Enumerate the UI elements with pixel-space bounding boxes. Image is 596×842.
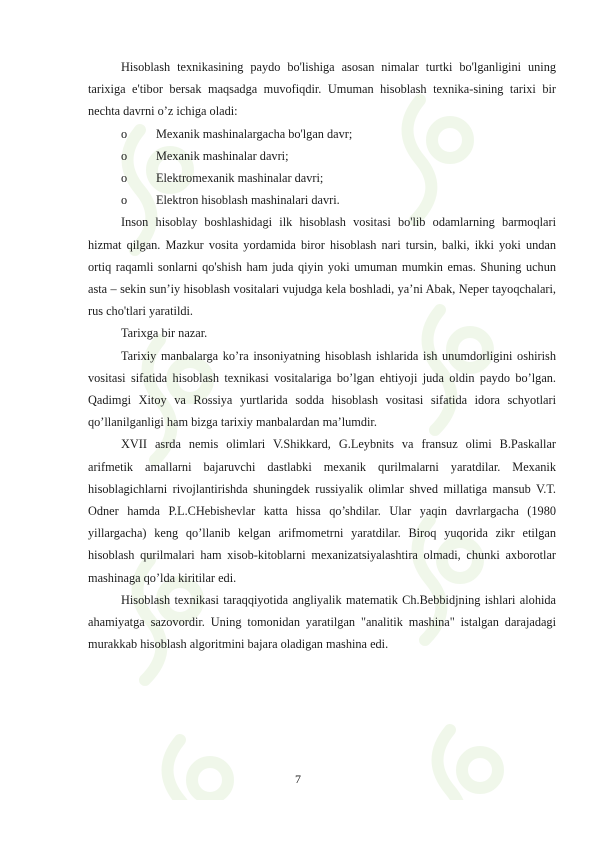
- list-item-text: Mexanik mashinalargacha bo'lgan davr;: [156, 126, 353, 141]
- paragraph-fingers: Inson hisoblay boshlashidagi ilk hisoblash vositasi bo'lib odamlarning barmoqlari hizmat qilgan. Mazkur vosita yordamida biror hisoblash nari tursin, balki, ikki yoki undan ortiq raqamli sonlarni qo'shish ham juda qiyin yoki umuman mumkin emas. Shuning uchun asta – sekin sun’iy hisoblash vositalari vujudga kela boshladi, ya’ni Abak, Neper tayoqchalari, rus cho'tlari yaratildi.: [88, 215, 556, 319]
- list-item-text: Elektromexanik mashinalar davri;: [156, 171, 324, 186]
- watermark-stroke: [168, 740, 192, 800]
- bullet-marker: o: [121, 171, 128, 186]
- page-number: 7: [295, 772, 301, 786]
- paragraph-17th-century: XVII asrda nemis olimlari V.Shikkard, G.Leybnits va fransuz olimi B.Paskallar arifmetik amallarni bajaruvchi dastlabki mexanik qurilmalarni yaratdilar. Mexanik hisoblagichlarni rivojlantirishda shuningdek russiyalik olimlar shved millatiga mansub V.T. Odner hamda P.L.CHebishevlar katta hissa qo’shdilar. Ular yaqin davrlargacha (1980 yillargacha) keng qo’llanib kelgan arifmometrni yaratdilar. Biroq yuqorida zikr etilgan hisoblash qurilmalari ham xisob-kitoblarni mexanizatsiyalashtira olmadi, chunki axborotlar mashinaga qo’lda kiritilar edi.: [88, 437, 556, 585]
- list-item-text: Elektron hisoblash mashinalari davri.: [156, 193, 340, 208]
- paragraph-sources: Tarixiy manbalarga ko’ra insoniyatning hisoblash ishlarida ish unumdorligini oshirish vositasi sifatida hisoblash texnikasi vositalariga bo’lgan ehtiyoji juda oldin paydo bo’lgan. Qadimgi Xitoy va Rossiya yurtlarida sodda hisoblash vositasi sifatida idora schyotlari qo’llanilganligi ham bizga tarixiy manbalardan ma’lumdir.: [88, 348, 556, 430]
- watermark-stroke: [438, 730, 462, 800]
- list-item: [88, 189, 556, 211]
- paragraph-babbage: Hisoblash texnikasi taraqqiyotida angliyalik matematik Ch.Bebbidjning ishlari alohida ahamiyatga sazovordir. Uning tomonidan yaratilgan "analitik mashina" istalgan darajadagi murakkab hisoblash algoritmini bajara oladigan mashina edi.: [88, 592, 556, 652]
- period-list: [88, 123, 556, 212]
- paragraph-intro: Hisoblash texnikasining paydo bo'lishiga asosan nimalar turtki bo'lganligini uning tarixiga e'tibor bersak maqsadga muvofiqdir. Umuman hisoblash texnika-sining tarixi bir nechta davrni o’z ichiga oladi:: [88, 60, 556, 119]
- paragraph-history-heading: Tarixga bir nazar.: [121, 326, 208, 341]
- bullet-marker: o: [121, 126, 128, 141]
- page-content: [88, 56, 556, 655]
- list-item-text: Mexanik mashinalar davri;: [156, 148, 289, 163]
- list-item: [88, 145, 556, 167]
- bullet-marker: o: [121, 193, 128, 208]
- list-item: [88, 123, 556, 145]
- list-item: [88, 167, 556, 189]
- bullet-marker: o: [121, 148, 128, 163]
